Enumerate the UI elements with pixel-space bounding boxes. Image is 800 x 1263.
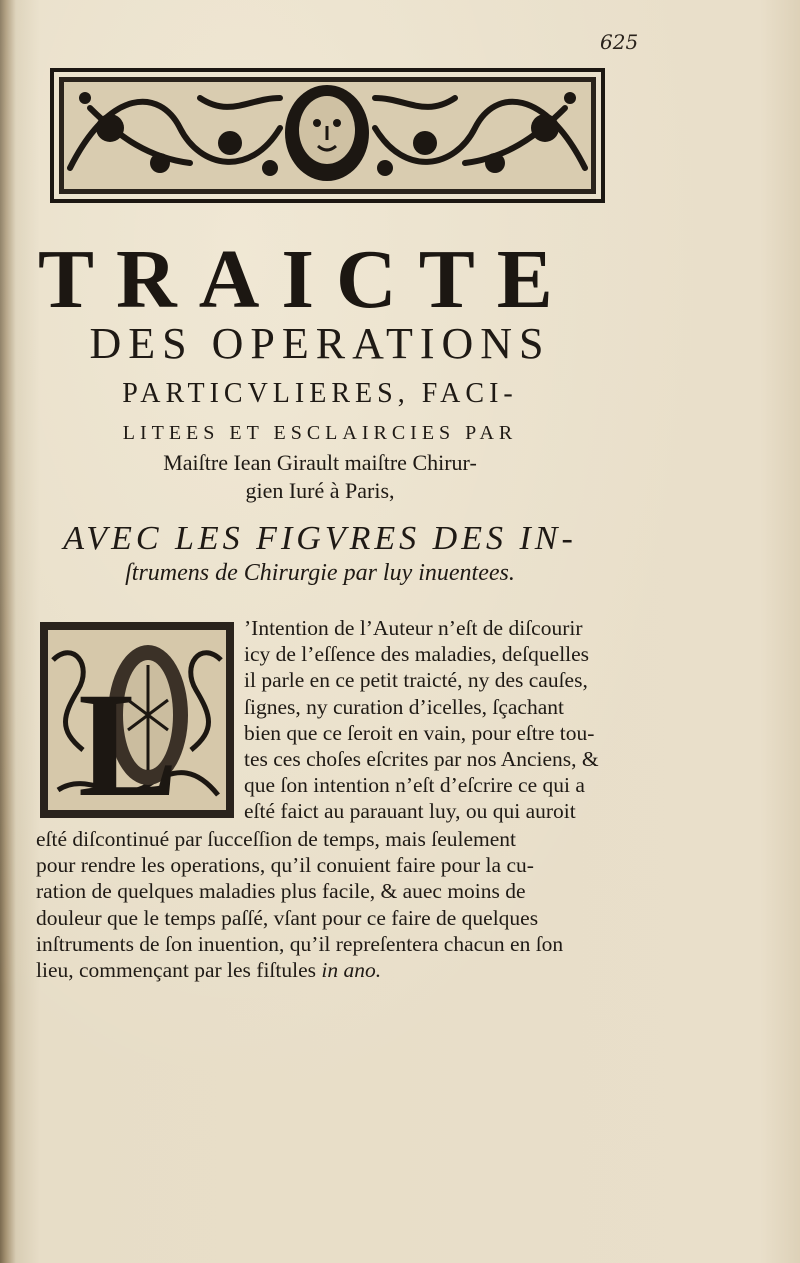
subtitle-line-1: AVEC LES FIGVRES DES IN-	[63, 520, 577, 557]
dropcap-letter: L	[78, 662, 179, 820]
text-line: eſté faict au parauant luy, ou qui auroit	[244, 799, 576, 824]
author-line-2: gien Iuré à Paris,	[245, 478, 395, 503]
text-line: pour rendre les operations, qu’il conuient faire pour la cu-	[36, 853, 534, 878]
title-main: TRAICTE	[38, 233, 575, 326]
text-line: icy de l’eſſence des maladies, deſquelles	[244, 642, 590, 667]
last-line-italic: in ano.	[321, 958, 382, 983]
page-number: 625	[600, 30, 639, 54]
text-line: douleur que le temps paſſé, vſant pour ce faire de quelques	[36, 905, 539, 930]
text-line: eſté diſcontinué par ſucceſſion de temps, mais ſeulement	[36, 827, 517, 851]
text-line: ſignes, ny curation d’icelles, ſçachant	[244, 694, 564, 719]
last-line-text: lieu, commençant par les fiſtules	[36, 958, 322, 983]
text-line: ration de quelques maladies plus facile, & auec moins de	[36, 879, 526, 904]
paragraph-continuation	[36, 826, 646, 983]
text-line: que ſon intention n’eſt d’eſcrire ce qui a	[244, 773, 585, 798]
text-line: bien que ce ſeroit en vain, pour eſtre tou-	[244, 720, 595, 745]
dropcap-initial	[38, 620, 236, 820]
text-line: tes ces choſes eſcrites par nos Anciens, &	[244, 747, 599, 772]
text-line: inſtruments de ſon inuention, qu’il repreſentera chacun en ſon	[36, 931, 564, 956]
text-line: il parle en ce petit traicté, ny des cauſes,	[244, 668, 588, 693]
text-line-last	[36, 957, 646, 983]
title-line-2: DES OPERATIONS	[89, 319, 551, 368]
author-line-1: Maiſtre Iean Girault maiſtre Chirur-	[163, 450, 477, 475]
subtitle-line-2: ſtrumens de Chirurgie par luy inuentees.	[125, 560, 515, 586]
paragraph-beside-initial	[244, 615, 644, 825]
title-line-4: LITEES ET ESCLAIRCIES PAR	[122, 422, 518, 444]
title-line-3: PARTICVLIERES, FACI-	[122, 378, 518, 409]
headpiece-ornament	[50, 68, 605, 203]
text-line: ’Intention de l’Auteur n’eſt de diſcourir	[244, 616, 583, 640]
